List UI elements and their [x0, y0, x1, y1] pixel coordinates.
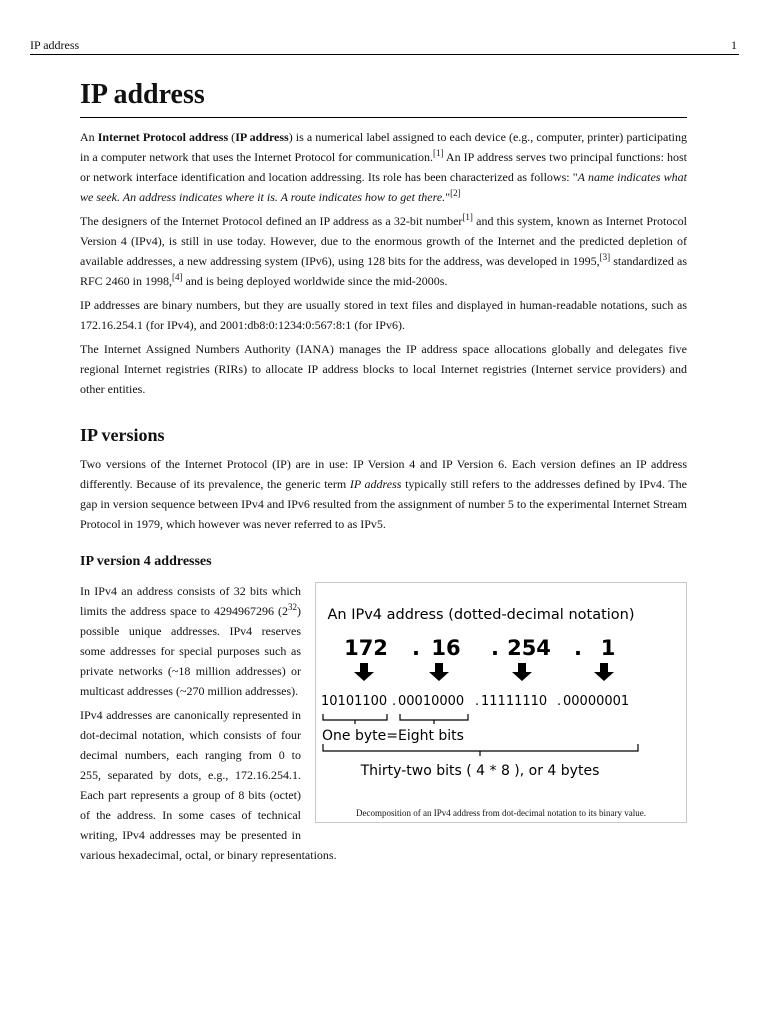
running-header [30, 38, 739, 55]
octet-3-binary: 11111110 [481, 694, 548, 709]
text-run: standardized as RFC 2460 in 1998, [80, 254, 688, 288]
figure-title: An IPv4 address (dotted-decimal notation) [327, 607, 635, 623]
page-number: 1 [731, 38, 737, 52]
intro-paragraph-1 [80, 127, 687, 207]
text-run: The designers of the Internet Protocol defined an IP address as a 32-bit number [80, 214, 463, 228]
text-run: ) possible unique addresses. IPv4 reserves some addresses for special purposes such as private networks (~18 million addresses) or multicast addresses (~270 million addresses). [80, 604, 301, 698]
byte-note [322, 728, 464, 744]
octet-dot: . [412, 636, 420, 660]
ip-versions-paragraph [80, 454, 687, 534]
octet-1-binary: 10101100 [321, 694, 388, 709]
text-run: ) is a numerical label assigned to each device (e.g., computer, printer) participating in a computer network that uses the Internet Protocol for communication. [80, 130, 687, 164]
text-run: An [80, 130, 98, 144]
byte-note-left: One byte [322, 728, 387, 744]
byte-note-equals: = [386, 728, 398, 744]
octet-1-bracket [323, 714, 387, 724]
octet-4-binary: 00000001 [563, 694, 630, 709]
text-run: Two versions of the Internet Protocol (IP) are in use: IP Version 4 and IP Version 6. Each version defines an IP address differently. Because of its prevalence, the generic term [80, 457, 687, 491]
page-title: IP address [80, 78, 687, 118]
intro-paragraph-2 [80, 211, 687, 291]
text-run: In IPv4 an address consists of 32 bits which limits the address space to 4294967296 (2 [80, 584, 301, 618]
intro-paragraph-3: IP addresses are binary numbers, but they are usually stored in text files and displayed in human-readable notations, such as 172.16.254.1 (for IPv4), and 2001:db8:0:1234:0:567:8:1 (for IPv6). [80, 298, 687, 332]
text-run: " [445, 190, 451, 204]
citation-ref[interactable]: [1] [462, 212, 473, 222]
citation-ref[interactable]: [4] [172, 272, 183, 282]
text-run: An IP address serves two principal functions: host or network interface identification and location addressing. Its role has been characterized as follows: " [80, 150, 687, 184]
intro-paragraph-4: The Internet Assigned Numbers Authority (IANA) manages the IP address space allocations globally and delegates five regional Internet registries (RIRs) to allocate IP address blocks to local Internet registries (Internet service providers) and other entities. [80, 342, 687, 396]
octet-2-binary: 00010000 [398, 694, 465, 709]
article-body [80, 78, 687, 869]
text-run: and this system, known as Internet Protocol Version 4 (IPv4), is still in use today. However, due to the enormous growth of the Internet and the predicted depletion of available addresses, a new addressing system (IPv6), using 128 bits for the address, was developed in 1995, [80, 214, 688, 268]
octet-2-decimal: 16 [431, 636, 461, 660]
bits-note: Thirty-two bits ( 4 * 8 ), or 4 bytes [360, 763, 600, 779]
citation-ref[interactable]: [2] [450, 188, 461, 198]
citation-ref[interactable]: [3] [599, 252, 611, 262]
down-arrow-icon [429, 663, 449, 681]
ipv4-diagram [316, 583, 686, 807]
bold-term-internet-protocol-address: Internet Protocol address [97, 130, 229, 144]
ipv4-figure [315, 582, 687, 823]
octet-4-decimal: 1 [600, 636, 616, 660]
octet-3-decimal: 254 [507, 636, 551, 660]
byte-note-right: Eight bits [397, 728, 464, 744]
bold-term-ip-address: IP address [235, 130, 289, 144]
ipv4-section [80, 581, 687, 865]
section-heading-ip-versions: IP versions [80, 425, 165, 445]
text-run: and is being deployed worldwide since the mid-2000s. [182, 274, 448, 288]
address-bracket [323, 744, 638, 756]
exponent: 32 [288, 602, 297, 612]
binary-dot: . [475, 694, 480, 709]
octet-dot: . [491, 636, 499, 660]
section-heading-ipv4: IP version 4 addresses [80, 554, 212, 569]
octet-dot: . [574, 636, 582, 660]
binary-dot: . [392, 694, 397, 709]
octet-2-bracket [400, 714, 468, 724]
citation-ref[interactable]: [1] [433, 148, 444, 158]
octet-1-decimal: 172 [344, 636, 388, 660]
quote-text: A name indicates what we seek. An address indicates where it is. A route indicates how to get there. [80, 170, 687, 204]
text-run: typically still refers to the addresses defined by IPv4. The gap in version sequence between IPv4 and IPv6 resulted from the assignment of number 5 to the experimental Internet Stream Protocol in 1979, which however was never referred to as IPv5. [80, 477, 688, 531]
down-arrow-icon [594, 663, 614, 681]
italic-term: IP address [349, 477, 402, 491]
text-run: ( [228, 130, 236, 144]
down-arrow-icon [354, 663, 374, 681]
figure-caption: Decomposition of an IPv4 address from dot-decimal notation to its binary value. [356, 808, 646, 818]
running-header-title: IP address [30, 38, 80, 52]
ipv4-paragraph-2: IPv4 addresses are canonically represented in dot-decimal notation, which consists of four decimal numbers, each ranging from 0 to 255, separated by dots, e.g., 172.16.254.1. Each part represents a group of 8 bits (octet) of the address. In some cases of technical writing, IPv4 addresses may be presented in various hexadecimal, octal, or binary representations. [80, 708, 337, 862]
down-arrow-icon [512, 663, 532, 681]
binary-dot: . [557, 694, 562, 709]
